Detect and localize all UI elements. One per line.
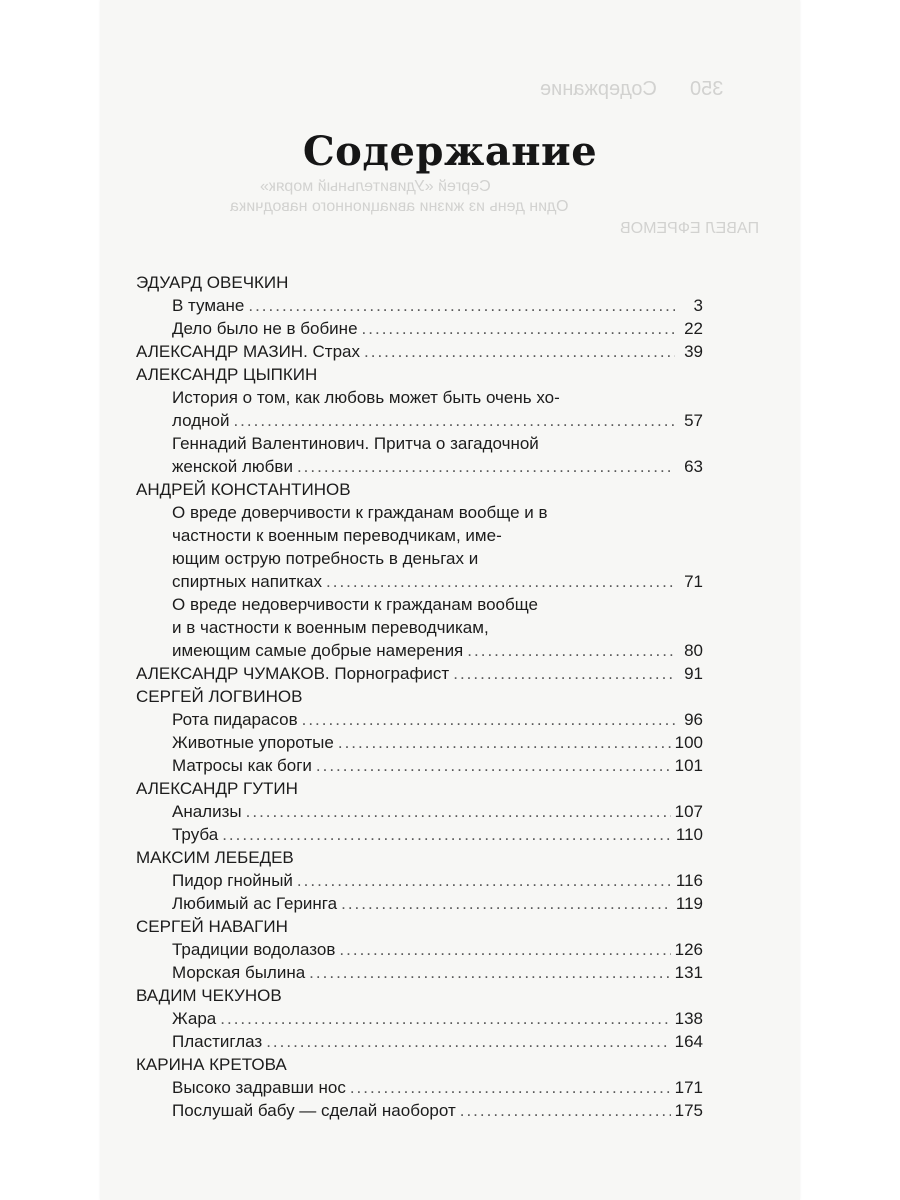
toc-entry	[136, 731, 703, 754]
toc-entry	[136, 708, 703, 731]
entry-title: Геннадий Валентинович. Притча о загадочной	[172, 434, 539, 453]
toc-entry-line	[136, 432, 703, 455]
page-number: 119	[675, 894, 703, 913]
dot-leader	[338, 731, 671, 754]
entry-title: О вреде доверчивости к гражданам вообще и в	[172, 503, 548, 522]
toc-author	[136, 984, 703, 1007]
entry-title: частности к военным переводчикам, име-	[172, 526, 502, 545]
page-number: 131	[674, 963, 703, 982]
book-page	[100, 0, 800, 1200]
toc-author	[136, 846, 703, 869]
bleed-page-number: 350	[690, 78, 724, 100]
dot-leader	[220, 1007, 670, 1030]
toc-author	[136, 777, 703, 800]
dot-leader	[467, 639, 675, 662]
toc-author	[136, 363, 703, 386]
toc-entry-line	[136, 593, 703, 616]
bleed-line: Сергей «Удивительный моряк»	[260, 178, 491, 195]
entry-title: Жара	[172, 1009, 217, 1028]
dot-leader	[362, 317, 675, 340]
entry-title: имеющим самые добрые намерения	[172, 641, 464, 660]
page-title: Содержание	[302, 128, 598, 175]
dot-leader	[350, 1076, 671, 1099]
toc-entry	[136, 938, 703, 961]
entry-title: Высоко задравши нос	[172, 1078, 346, 1097]
entry-title: Анализы	[172, 802, 242, 821]
toc-author	[136, 685, 703, 708]
entry-title: В тумане	[172, 296, 245, 315]
toc-entry	[136, 294, 703, 317]
author-name: ВАДИМ ЧЕКУНОВ	[136, 986, 282, 1005]
toc-author	[136, 1053, 703, 1076]
page-number: 3	[693, 296, 703, 315]
page-number: 101	[674, 756, 703, 775]
toc-entry	[136, 800, 703, 823]
toc-entry-line	[136, 547, 703, 570]
dot-leader	[341, 892, 672, 915]
toc-entry	[136, 754, 703, 777]
toc-entry	[136, 823, 703, 846]
page-number: 71	[684, 572, 703, 591]
dot-leader	[316, 754, 671, 777]
entry-title: Традиции водолазов	[172, 940, 336, 959]
entry-title: женской любви	[172, 457, 293, 476]
author-name: МАКСИМ ЛЕБЕДЕВ	[136, 848, 294, 867]
dot-leader	[233, 409, 675, 432]
entry-title: Труба	[172, 825, 219, 844]
bleed-running-head: Содержание	[540, 78, 657, 100]
toc-entry	[136, 1007, 703, 1030]
page-number: 110	[675, 825, 703, 844]
entry-title: Рота пидарасов	[172, 710, 298, 729]
page-number: 171	[674, 1078, 703, 1097]
entry-title: и в частности к военным переводчикам,	[172, 618, 489, 637]
dot-leader	[297, 869, 672, 892]
entry-title: спиртных напитках	[172, 572, 322, 591]
page-number: 57	[684, 411, 703, 430]
entry-title: Пидор гнойный	[172, 871, 293, 890]
entry-title: Морская былина	[172, 963, 306, 982]
author-name: ЭДУАРД ОВЕЧКИН	[136, 273, 289, 292]
entry-title: ющим острую потребность в деньгах и	[172, 549, 479, 568]
dot-leader	[460, 1099, 671, 1122]
dot-leader	[326, 570, 675, 593]
dot-leader	[222, 823, 672, 846]
page-number: 107	[674, 802, 703, 821]
page-number: 39	[684, 342, 703, 361]
dot-leader	[297, 455, 675, 478]
entry-title: Животные упоротые	[172, 733, 334, 752]
toc-entry	[136, 1076, 703, 1099]
toc-entry	[136, 1030, 703, 1053]
toc-author	[136, 915, 703, 938]
dot-leader	[339, 938, 670, 961]
page-number: 126	[674, 940, 703, 959]
toc-entry	[136, 639, 703, 662]
toc-entry	[136, 317, 703, 340]
dot-leader	[246, 800, 671, 823]
page-number: 116	[675, 871, 703, 890]
author-name: АЛЕКСАНДР МАЗИН. Страх	[136, 342, 361, 361]
page-number: 100	[674, 733, 703, 752]
toc-author	[136, 271, 703, 294]
dot-leader	[266, 1030, 670, 1053]
toc-entry	[136, 409, 703, 432]
author-name: АНДРЕЙ КОНСТАНТИНОВ	[136, 480, 351, 499]
dot-leader	[248, 294, 675, 317]
toc-entry-line	[136, 616, 703, 639]
toc-entry	[136, 570, 703, 593]
entry-title: Послушай бабу — сделай наоборот	[172, 1101, 456, 1120]
toc-entry	[136, 1099, 703, 1122]
page-number: 91	[684, 664, 703, 683]
toc-author	[136, 662, 703, 685]
dot-leader	[302, 708, 675, 731]
page-number: 175	[674, 1101, 703, 1120]
entry-title: Матросы как боги	[172, 756, 312, 775]
table-of-contents	[136, 271, 703, 1122]
toc-entry	[136, 455, 703, 478]
author-name: СЕРГЕЙ ЛОГВИНОВ	[136, 687, 303, 706]
author-name: АЛЕКСАНДР ГУТИН	[136, 779, 298, 798]
entry-title: Любимый ас Геринга	[172, 894, 338, 913]
page-number: 22	[684, 319, 703, 338]
entry-title: Дело было не в бобине	[172, 319, 358, 338]
author-name: АЛЕКСАНДР ЦЫПКИН	[136, 365, 318, 384]
toc-author	[136, 478, 703, 501]
entry-title: лодной	[172, 411, 230, 430]
page-number: 138	[674, 1009, 703, 1028]
toc-entry-line	[136, 524, 703, 547]
author-name: АЛЕКСАНДР ЧУМАКОВ. Порнографист	[136, 664, 450, 683]
dot-leader	[453, 662, 675, 685]
entry-title: О вреде недоверчивости к гражданам вообще	[172, 595, 538, 614]
author-name: КАРИНА КРЕТОВА	[136, 1055, 287, 1074]
page-number: 164	[674, 1032, 703, 1051]
author-name: СЕРГЕЙ НАВАГИН	[136, 917, 288, 936]
dot-leader	[364, 340, 675, 363]
page-number: 96	[684, 710, 703, 729]
toc-entry	[136, 869, 703, 892]
page-number: 63	[684, 457, 703, 476]
bleed-line: ПАВЕЛ ЕФРЕМОВ	[620, 220, 760, 237]
entry-title: История о том, как любовь может быть очень хо-	[172, 388, 560, 407]
toc-author	[136, 340, 703, 363]
toc-entry	[136, 961, 703, 984]
entry-title: Пластиглаз	[172, 1032, 263, 1051]
toc-entry	[136, 892, 703, 915]
toc-entry-line	[136, 501, 703, 524]
dot-leader	[309, 961, 670, 984]
bleed-line: Один день из жизни авиационного наводчика	[230, 198, 569, 215]
page-number: 80	[684, 641, 703, 660]
toc-entry-line	[136, 386, 703, 409]
